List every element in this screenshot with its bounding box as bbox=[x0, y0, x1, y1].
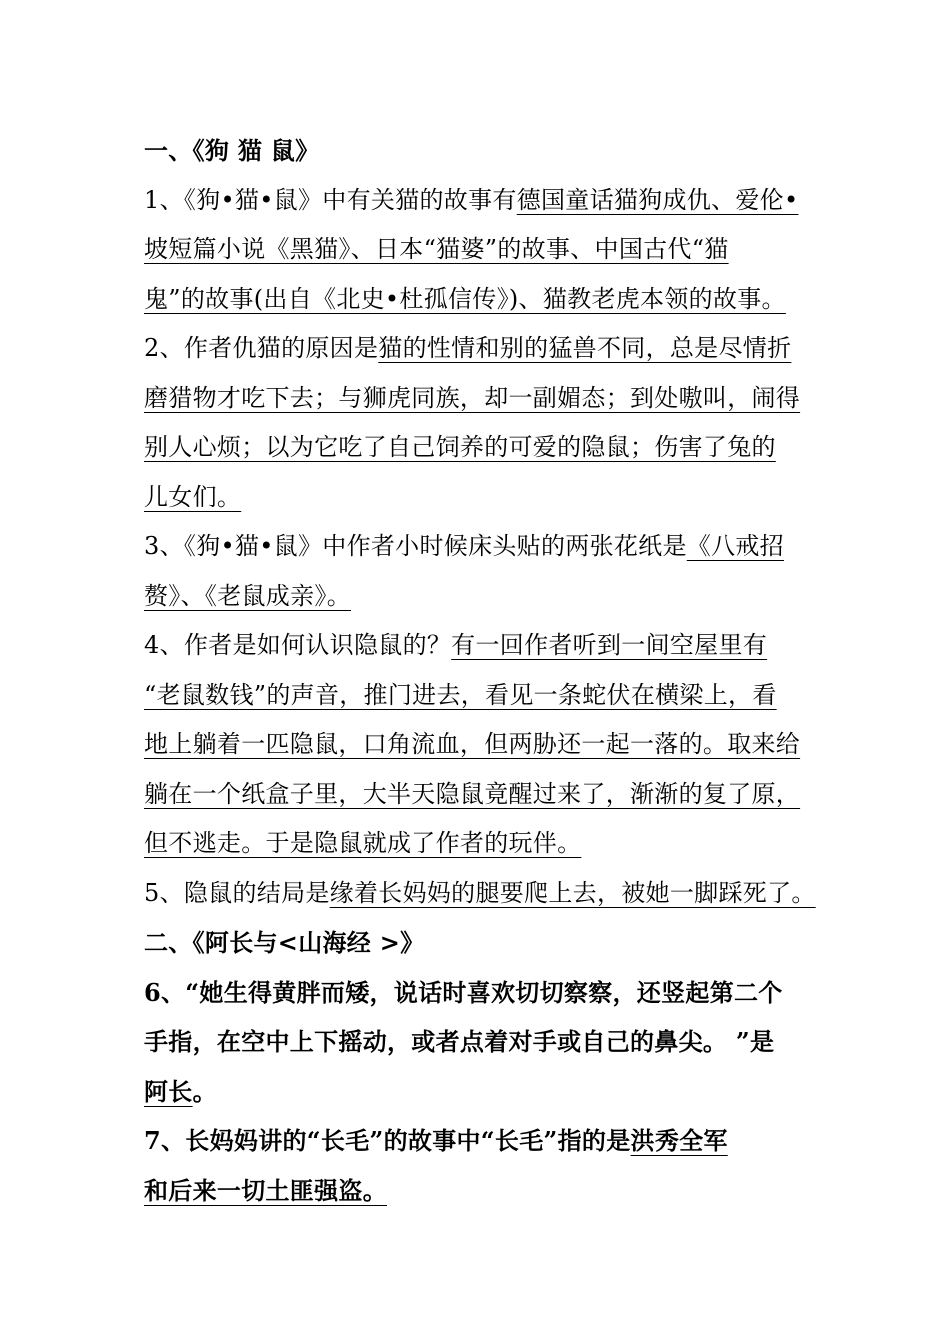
question-text: 4、作者是如何认识隐鼠的？ bbox=[144, 631, 452, 659]
answer-text: 躺在一个纸盒子里，大半天隐鼠竟醒过来了，渐渐的复了原， bbox=[144, 779, 801, 808]
question-2-line-3 bbox=[144, 423, 816, 473]
question-1-line-1 bbox=[144, 176, 816, 226]
answer-text: 地上躺着一匹隐鼠，口角流血，但两胁还一起一落的。取来给 bbox=[144, 730, 801, 758]
answer-text: 赘》、《老鼠成亲》。 bbox=[144, 581, 351, 610]
answer-text: 《八戒招 bbox=[686, 532, 784, 560]
answer-text: 德国童话猫狗成仇、爱伦• bbox=[516, 185, 799, 214]
question-7-line-2 bbox=[144, 1166, 816, 1216]
question-4-line-5 bbox=[144, 819, 816, 869]
question-text: 6、“她生得黄胖而矮，说话时喜欢切切察察，还竖起第二个 bbox=[144, 977, 783, 1007]
question-5-line-1 bbox=[144, 869, 816, 919]
question-4-line-1 bbox=[144, 621, 816, 671]
answer-text: 猫的性情和别的猛兽不同，总是尽情折 bbox=[378, 334, 792, 362]
question-text: 手指，在空中上下摇动，或者点着对手或自己的鼻尖。 ”是 bbox=[144, 1027, 775, 1056]
answer-text: 有一回作者听到一间空屋里有 bbox=[451, 631, 768, 659]
question-6-line-1 bbox=[144, 968, 816, 1018]
document-page bbox=[144, 126, 816, 1215]
section-heading-2 bbox=[144, 918, 816, 968]
answer-text: 和后来一切土匪强盗。 bbox=[144, 1175, 387, 1205]
answer-text: 儿女们。 bbox=[144, 482, 242, 511]
question-4-line-3 bbox=[144, 720, 816, 770]
question-4-line-2 bbox=[144, 671, 816, 721]
answer-text: 磨猎物才吃下去；与狮虎同族，却一副媚态；到处嗷叫，闹得 bbox=[144, 383, 801, 412]
question-text: 5、隐鼠的结局是 bbox=[144, 878, 330, 907]
section-heading-text: 一、《狗 猫 鼠》 bbox=[144, 136, 320, 165]
question-text: 3、《狗•猫•鼠》中作者小时候床头贴的两张花纸是 bbox=[144, 532, 687, 560]
question-1-line-3 bbox=[144, 275, 816, 325]
section-heading-text: 二、《阿长与<山海经 >》 bbox=[144, 928, 425, 957]
question-2-line-2 bbox=[144, 374, 816, 424]
question-text: 2、作者仇猫的原因是 bbox=[144, 334, 379, 362]
answer-text: 阿长 bbox=[144, 1076, 193, 1106]
question-7-line-1 bbox=[144, 1116, 816, 1166]
question-3-line-2 bbox=[144, 572, 816, 622]
question-4-line-4 bbox=[144, 770, 816, 820]
answer-text: “老鼠数钱”的声音，推门进去，看见一条蛇伏在横梁上，看 bbox=[144, 680, 777, 709]
answer-text: 别人心烦；以为它吃了自己饲养的可爱的隐鼠；伤害了兔的 bbox=[144, 433, 776, 461]
question-6-line-2 bbox=[144, 1017, 816, 1067]
answer-text: 但不逃走。于是隐鼠就成了作者的玩伴。 bbox=[144, 829, 582, 857]
question-text: 7、长妈妈讲的“长毛”的故事中“长毛”指的是 bbox=[144, 1126, 631, 1155]
question-6-line-3 bbox=[144, 1067, 816, 1117]
punctuation: 。 bbox=[192, 1076, 217, 1106]
question-1-line-2 bbox=[144, 225, 816, 275]
answer-text: 洪秀全军 bbox=[630, 1126, 728, 1155]
question-text: 1、《狗•猫•鼠》中有关猫的故事有 bbox=[144, 185, 517, 214]
answer-text: 坡短篇小说《黑猫》、日本“猫婆”的故事、中国古代“猫 bbox=[144, 235, 729, 263]
question-3-line-1 bbox=[144, 522, 816, 572]
question-2-line-4 bbox=[144, 473, 816, 523]
section-heading-1 bbox=[144, 126, 816, 176]
answer-text: 缘着长妈妈的腿要爬上去，被她一脚踩死了。 bbox=[329, 878, 816, 907]
question-2-line-1 bbox=[144, 324, 816, 374]
answer-text: 鬼”的故事(出自《北史•杜孤信传》)、猫教老虎本领的故事。 bbox=[144, 284, 786, 313]
